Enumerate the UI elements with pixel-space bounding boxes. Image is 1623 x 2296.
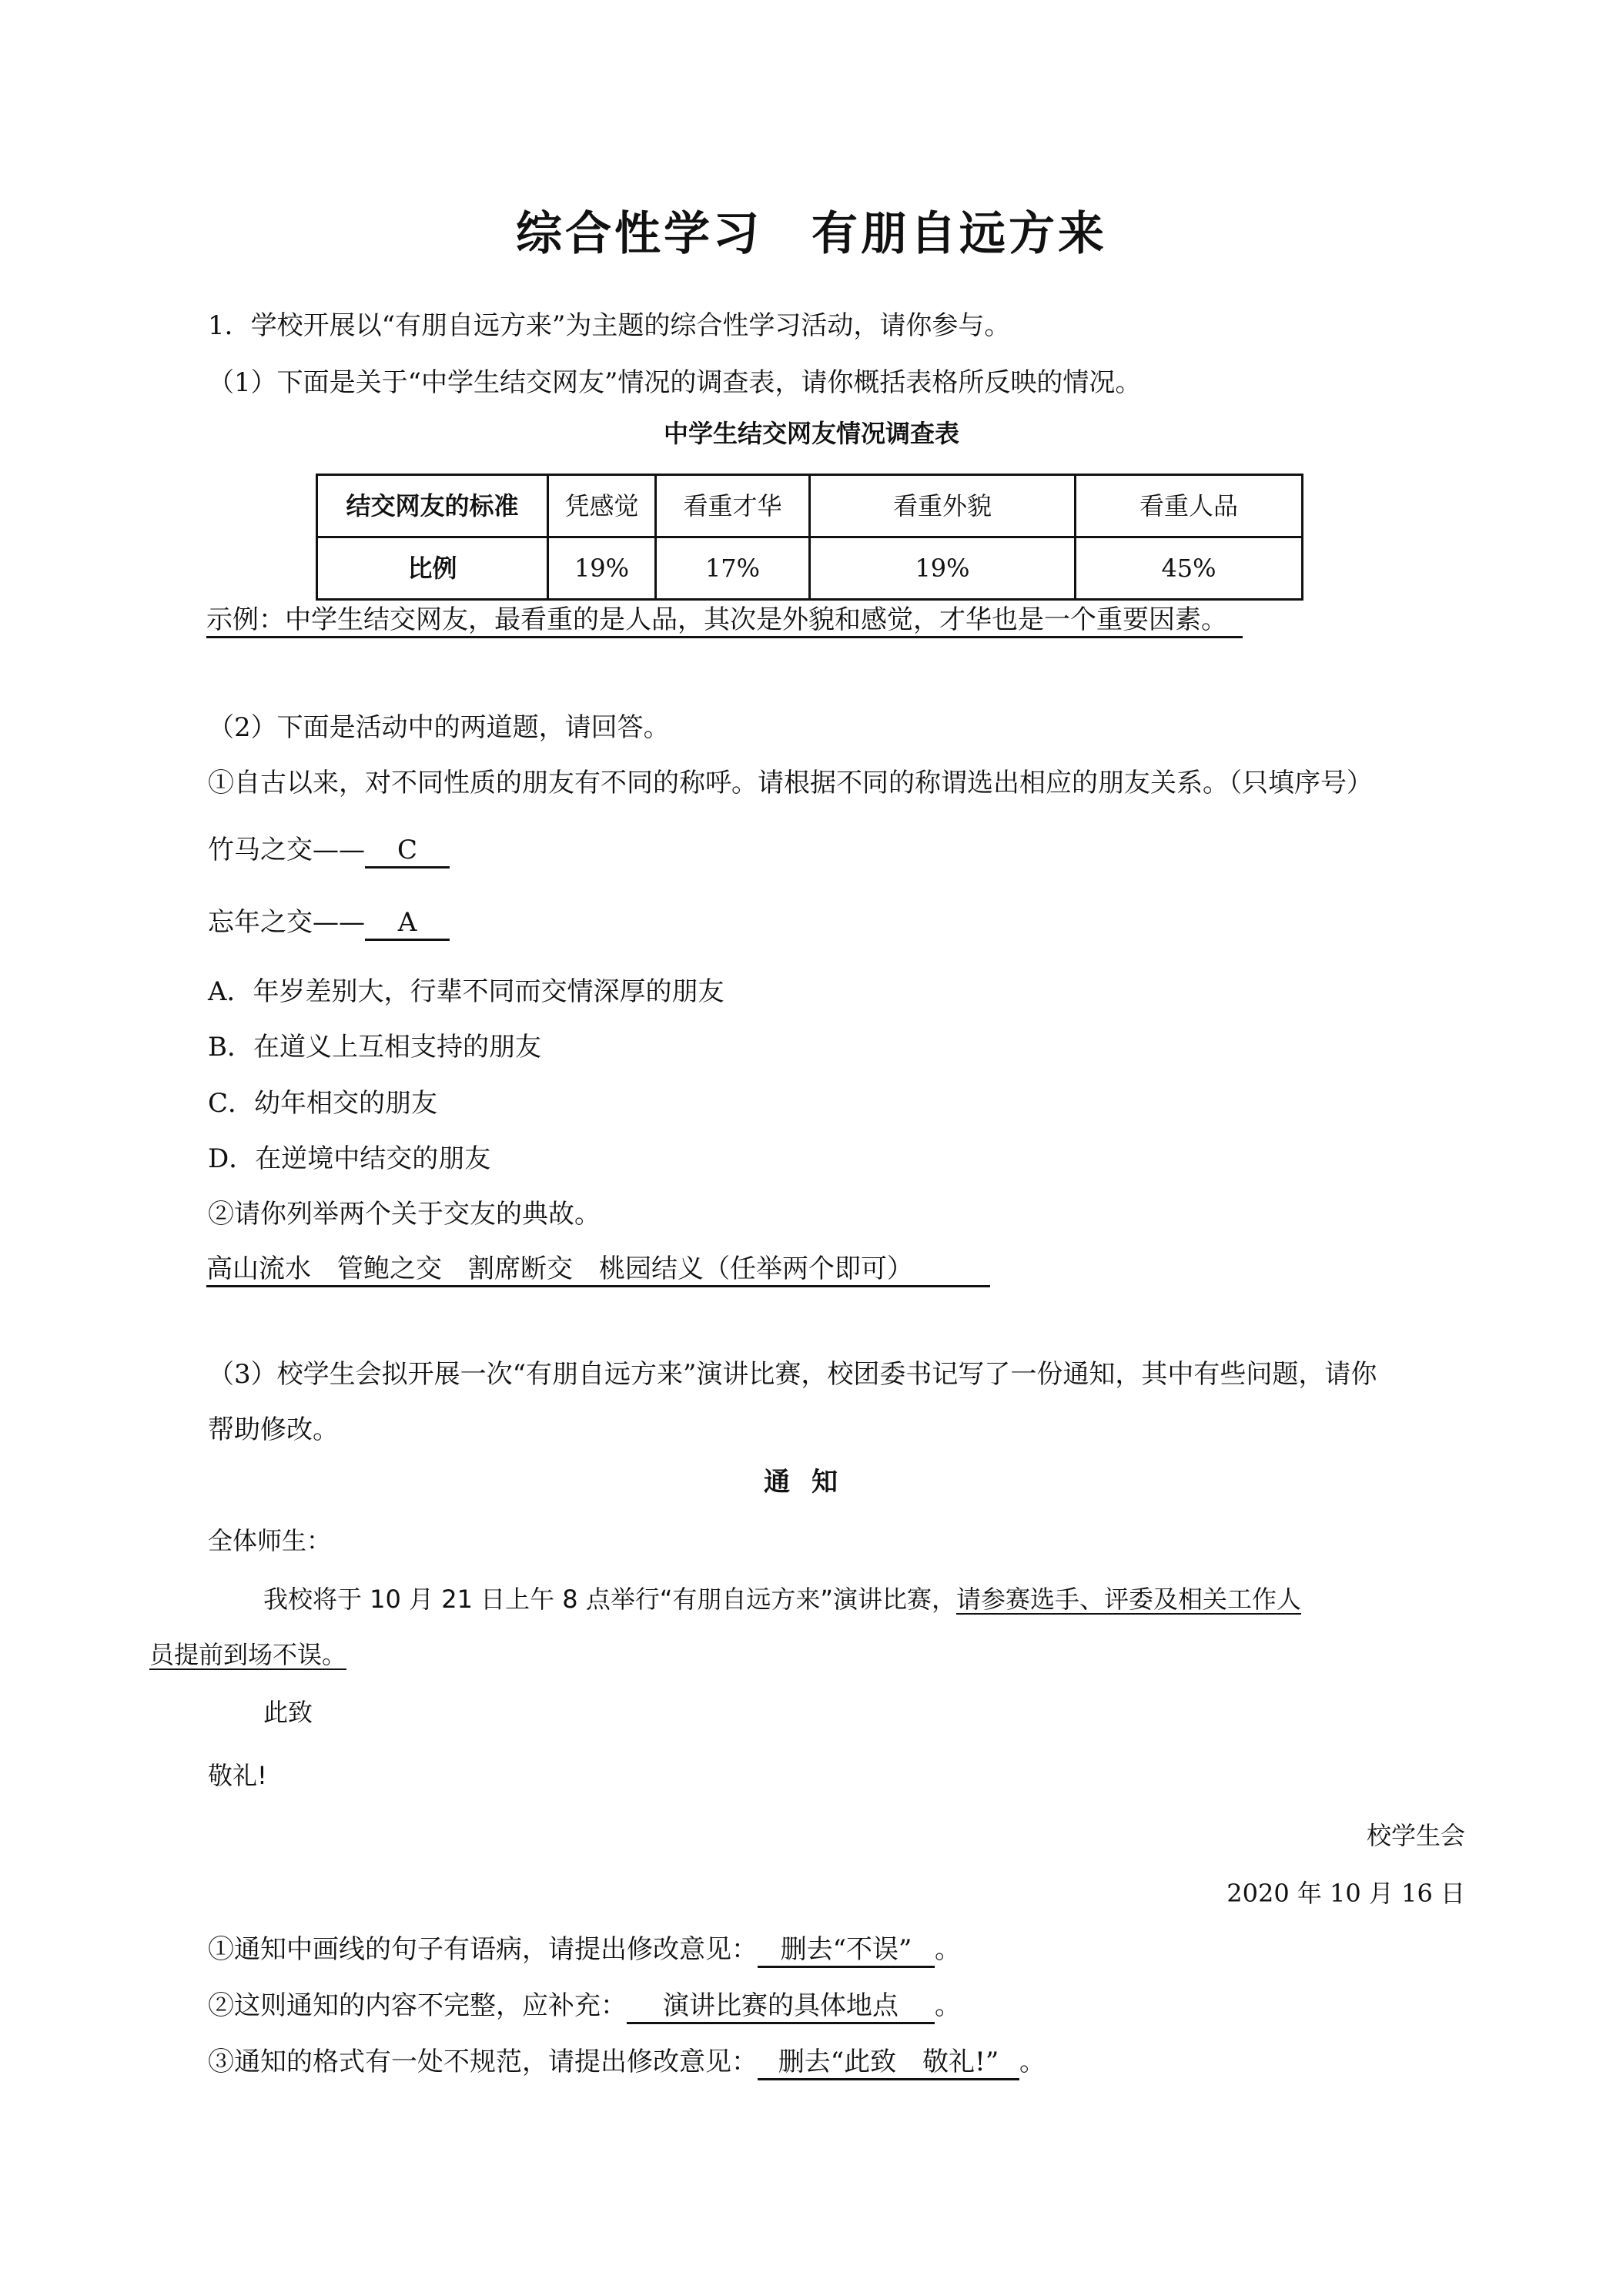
sub-question-3	[208, 2047, 1046, 2080]
match-label: 竹马之交——	[208, 835, 365, 865]
sub-question-prompt: ①通知中画线的句子有语病，请提出修改意见：	[208, 1934, 758, 1965]
sub-question-2	[208, 1990, 961, 2024]
option-b: B．在道义上互相支持的朋友	[208, 1032, 541, 1063]
notice-closing-1: 此致	[263, 1698, 313, 1727]
sentence-period: 。	[935, 1990, 961, 2021]
table-column-header: 看重人品	[1076, 475, 1303, 537]
table-column-header: 凭感觉	[548, 475, 656, 537]
sentence-period: 。	[1019, 2047, 1046, 2077]
page-title: 综合性学习 有朋自远方来	[516, 207, 1107, 261]
table-title: 中学生结交网友情况调查表	[663, 419, 959, 448]
table-cell: 19%	[548, 537, 656, 600]
answer-blank: 删去“不误”	[758, 1936, 935, 1968]
part1-prompt: （1）下面是关于“中学生结交网友”情况的调查表，请你概括表格所反映的情况。	[208, 367, 1142, 398]
part1-answer	[206, 604, 1243, 638]
answer-blank: 删去“此致 敬礼!”	[758, 2048, 1019, 2080]
option-d: D．在逆境中结交的朋友	[208, 1143, 491, 1174]
table-column-header: 看重外貌	[810, 475, 1076, 537]
notice-signer: 校学生会	[1366, 1821, 1465, 1850]
table-cell: 17%	[656, 537, 810, 600]
sub-question-prompt: ②这则通知的内容不完整，应补充：	[208, 1990, 627, 2021]
notice-body-line-2	[149, 1640, 346, 1669]
part2-question-1: ①自古以来，对不同性质的朋友有不同的称呼。请根据不同的称谓选出相应的朋友关系。（只填序号）	[208, 768, 1373, 798]
notice-underlined-sentence: 员提前到场不误。	[149, 1640, 347, 1669]
part1-answer-text: 示例：中学生结交网友，最看重的是人品，其次是外貌和感觉，才华也是一个重要因素。	[206, 606, 1243, 638]
part3-prompt-line-2: 帮助修改。	[208, 1414, 339, 1445]
notice-date: 2020 年 10 月 16 日	[1226, 1879, 1465, 1908]
table-column-header: 看重才华	[656, 475, 810, 537]
table-cell: 19%	[810, 537, 1076, 600]
part2-prompt: （2）下面是活动中的两道题，请回答。	[208, 712, 670, 743]
answer-text: 高山流水 管鲍之交 割席断交 桃园结义（任举两个即可）	[206, 1255, 990, 1287]
notice-closing-2: 敬礼!	[208, 1761, 267, 1790]
notice-salutation: 全体师生：	[208, 1526, 332, 1555]
match-item-2	[208, 907, 450, 941]
notice-body-text: 我校将于 10 月 21 日上午 8 点举行“有朋自远方来”演讲比赛，	[263, 1585, 956, 1614]
option-a: A．年岁差别大，行辈不同而交情深厚的朋友	[208, 976, 724, 1007]
part2-question-2-answer	[206, 1253, 990, 1287]
table-row	[317, 475, 1303, 537]
sentence-period: 。	[935, 1934, 961, 1965]
table-row-header: 结交网友的标准	[317, 475, 548, 537]
answer-blank: C	[365, 836, 450, 869]
part3-prompt-line-1: （3）校学生会拟开展一次“有朋自远方来”演讲比赛，校团委书记写了一份通知，其中有些问题，请你	[208, 1359, 1377, 1390]
notice-underlined-sentence: 请参赛选手、评委及相关工作人	[956, 1585, 1302, 1614]
answer-blank: A	[365, 909, 450, 941]
notice-title: 通知	[764, 1467, 859, 1498]
answer-blank: 演讲比赛的具体地点	[627, 1992, 935, 2024]
table-cell: 45%	[1076, 537, 1303, 600]
question-intro: 1．学校开展以“有朋自远方来”为主题的综合性学习活动，请你参与。	[208, 310, 1011, 341]
match-label: 忘年之交——	[208, 907, 365, 938]
table-row-header: 比例	[317, 537, 548, 600]
sub-question-prompt: ③通知的格式有一处不规范，请提出修改意见：	[208, 2047, 758, 2077]
match-item-1	[208, 835, 450, 869]
part2-question-2: ②请你列举两个关于交友的典故。	[208, 1199, 601, 1230]
table-row	[317, 537, 1303, 600]
notice-body-line-1	[263, 1585, 1301, 1614]
survey-table	[316, 474, 1303, 601]
option-c: C．幼年相交的朋友	[208, 1088, 438, 1119]
sub-question-1	[208, 1934, 961, 1968]
